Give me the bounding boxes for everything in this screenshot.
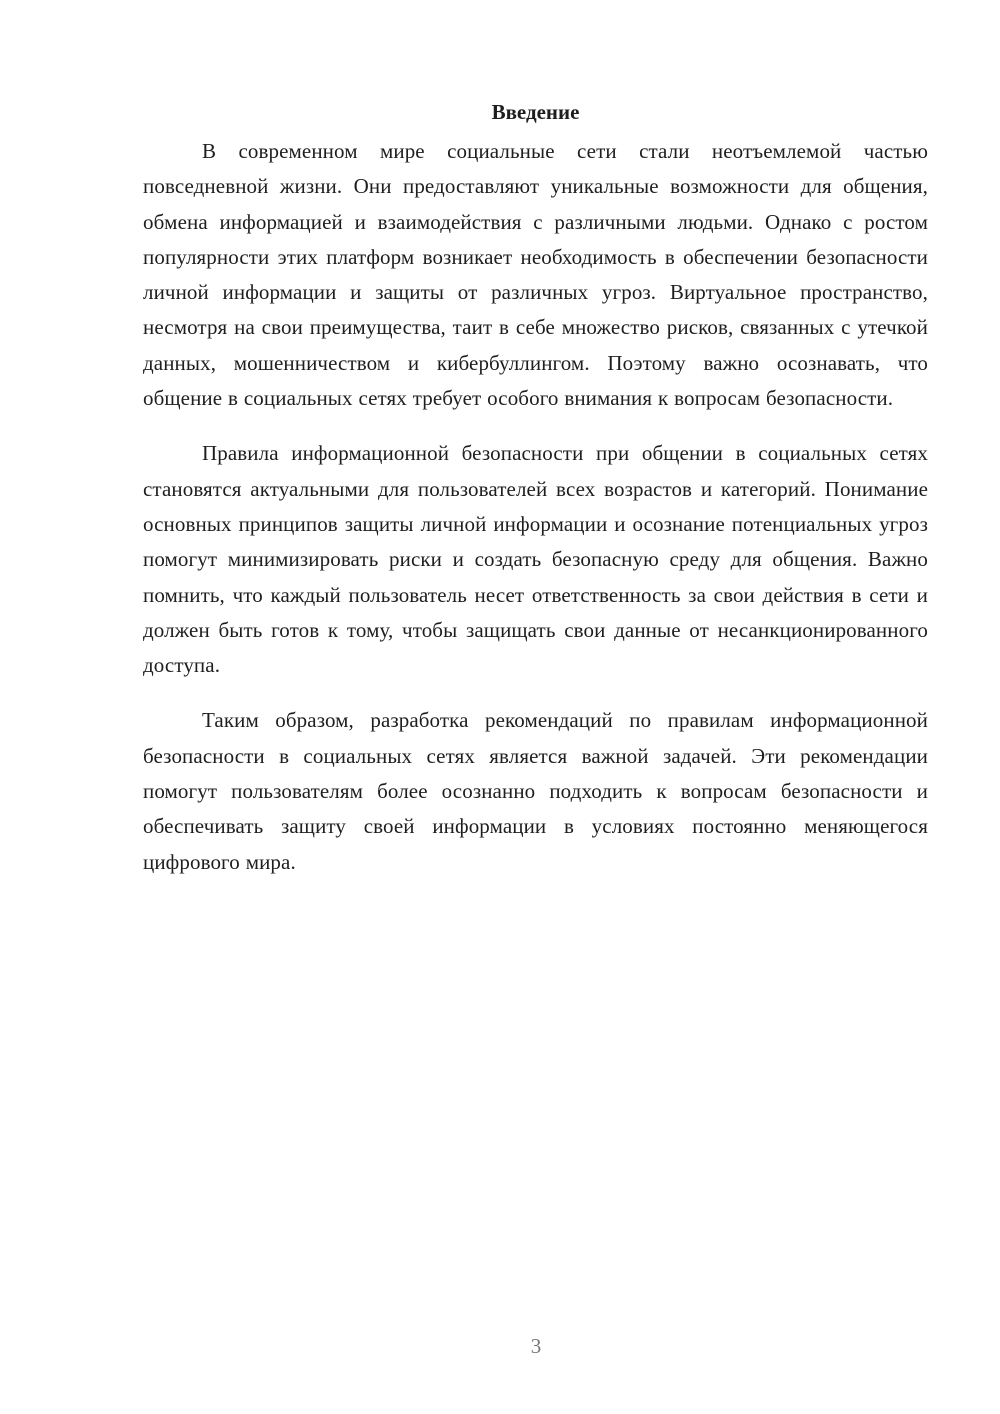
paragraph-1: В современном мире социальные сети стали неотъемлемой частью повседневной жизни. Они предоставляют уникальные возможности для общения, обмена информацией и взаимодействия с различными людьми. Однако с ростом популярности этих платформ возникает необходимость в обеспечении безопасности личной информации и защиты от различных угроз. Виртуальное пространство, несмотря на свои преимущества, таит в себе множество рисков, связанных с утечкой данных, мошенничеством и кибербуллингом. Поэтому важно осознавать, что общение в социальных сетях требует особого внимания к вопросам безопасности.: [143, 139, 928, 411]
page-content: [143, 96, 928, 900]
section-title: Введение: [491, 100, 580, 124]
paragraph-3: Таким образом, разработка рекомендаций по правилам информационной безопасности в социальных сетях является важной задачей. Эти рекомендации помогут пользователям более осознанно подходить к вопросам безопасности и обеспечивать защиту своей информации в условиях постоянно меняющегося цифрового мира.: [143, 708, 928, 874]
paragraph-2: Правила информационной безопасности при общении в социальных сетях становятся актуальными для пользователей всех возрастов и категорий. Понимание основных принципов защиты личной информации и осознание потенциальных угроз помогут минимизировать риски и создать безопасную среду для общения. Важно помнить, что каждый пользователь несет ответственность за свои действия в сети и должен быть готов к тому, чтобы защищать свои данные от несанкционированного доступа.: [143, 441, 928, 678]
page-number: 3: [530, 1334, 542, 1358]
